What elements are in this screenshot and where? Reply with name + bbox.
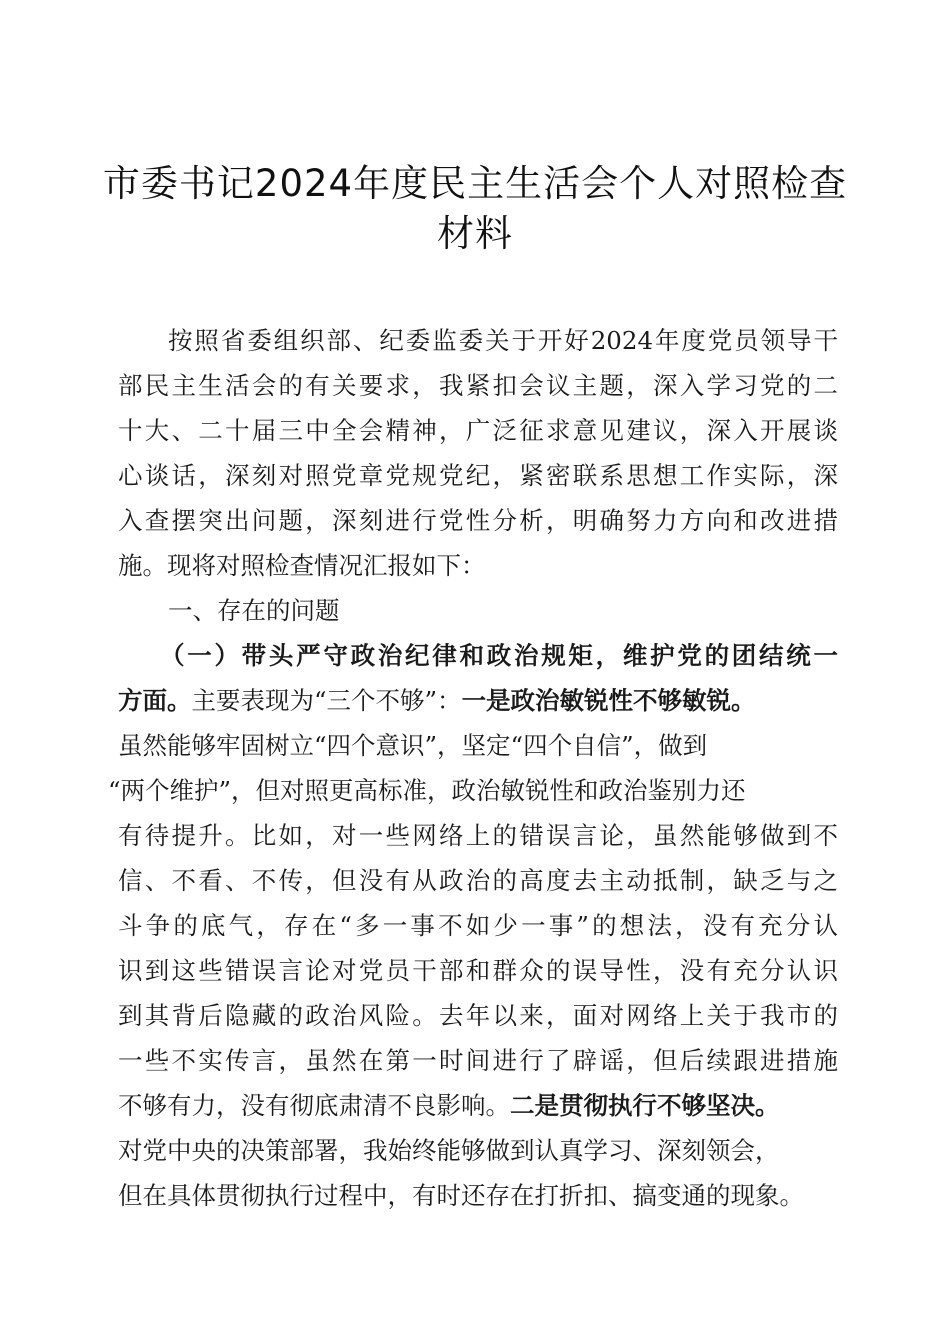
body-line-2: “两个维护”，但对照更高标准，政治敏锐性和政治鉴别力还 xyxy=(108,776,746,805)
intro-line-6: 施。现将对照检查情况汇报如下： xyxy=(118,551,486,580)
body-line-11: 但在具体贯彻执行过程中，有时还存在打折扣、搞变通的现象。 xyxy=(118,1181,804,1210)
body-line-10: 对党中央的决策部署，我始终能够做到认真学习、深刻领会， xyxy=(118,1136,780,1165)
section-heading: 一、存在的问题 xyxy=(168,596,340,625)
point-2-title: 二是贯彻执行不够坚决。 xyxy=(510,1091,780,1120)
document-title-line-2: 材料 xyxy=(437,212,513,255)
body-line-9 xyxy=(118,1091,838,1121)
subsection-heading-line-1: （一）带头严守政治纪律和政治规矩，维护党的团结统一 xyxy=(160,641,838,670)
body-line-9-text: 不够有力，没有彻底肃清不良影响。 xyxy=(118,1091,510,1120)
body-line-8: 一些不实传言，虽然在第一时间进行了辟谣，但后续跟进措施 xyxy=(118,1046,838,1075)
body-line-3: 有待提升。比如，对一些网络上的错误言论，虽然能够做到不 xyxy=(118,821,838,850)
body-line-4: 信、不看、不传，但没有从政治的高度去主动抵制，缺乏与之 xyxy=(118,866,838,895)
intro-line-3: 十大、二十届三中全会精神，广泛征求意见建议，深入开展谈 xyxy=(118,416,838,445)
subsection-heading-tail: 方面。 xyxy=(118,686,192,715)
body-line-7: 到其背后隐藏的政治风险。去年以来，面对网络上关于我市的 xyxy=(118,1001,838,1030)
body-line-6: 识到这些错误言论对党员干部和群众的误导性，没有充分认识 xyxy=(118,956,838,985)
intro-line-5: 入查摆突出问题，深刻进行党性分析，明确努力方向和改进措 xyxy=(118,506,838,535)
subsection-summary: 主要表现为“三个不够”： xyxy=(191,686,462,715)
subsection-heading-line-2 xyxy=(118,686,838,716)
intro-line-2: 部民主生活会的有关要求，我紧扣会议主题，深入学习党的二 xyxy=(118,371,838,400)
point-1-title: 一是政治敏锐性不够敏锐。 xyxy=(461,686,756,715)
document-title-line-1: 市委书记2024年度民主生活会个人对照检查 xyxy=(102,162,848,205)
body-line-1: 虽然能够牢固树立“四个意识”，坚定“四个自信”，做到 xyxy=(118,731,708,760)
body-line-5: 斗争的底气，存在“多一事不如少一事”的想法，没有充分认 xyxy=(118,911,838,940)
intro-line-1: 按照省委组织部、纪委监委关于开好2024年度党员领导干 xyxy=(168,326,838,355)
intro-line-4: 心谈话，深刻对照党章党规党纪，紧密联系思想工作实际，深 xyxy=(118,461,838,490)
